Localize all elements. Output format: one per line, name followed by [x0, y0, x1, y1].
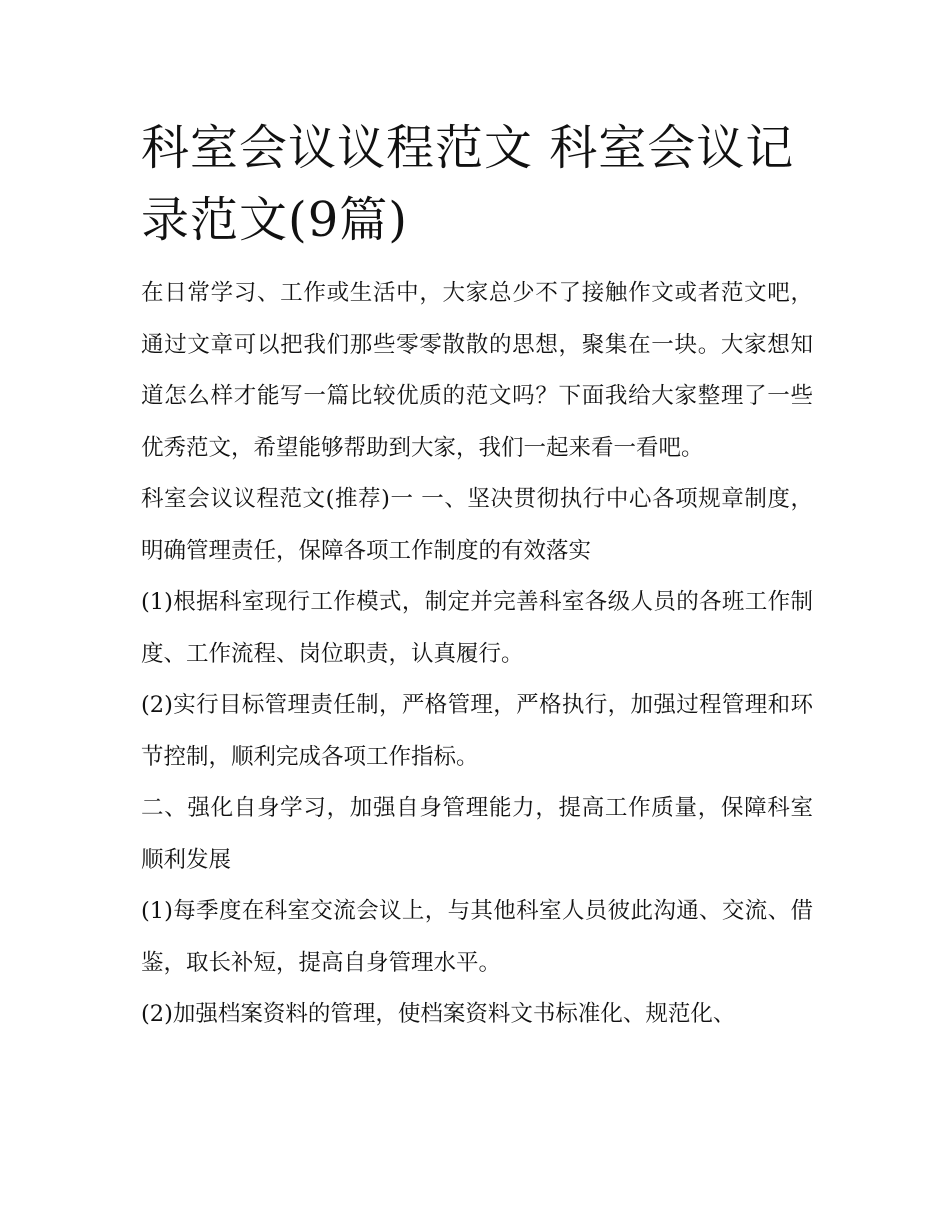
section-two-item-2: (2)加强档案资料的管理，使档案资料文书标准化、规范化、: [141, 1001, 736, 1027]
intro-paragraph: 在日常学习、工作或生活中，大家总少不了接触作文或者范文吧，通过文章可以把我们那些零零散散的思想，聚集在一块。大家想知道怎么样才能写一篇比较优质的范文吗？下面我给大家整理了一些优秀范文，希望能够帮助到大家，我们一起来看一看吧。: [141, 280, 813, 461]
document-page: [141, 112, 813, 1041]
document-title: 科室会议议程范文 科室会议记录范文(9篇): [141, 120, 795, 248]
section-one-item-2: (2)实行目标管理责任制，严格管理，严格执行，加强过程管理和环节控制，顺利完成各项工作指标。: [141, 692, 813, 770]
section-one-item-1: (1)根据科室现行工作模式，制定并完善科室各级人员的各班工作制度、工作流程、岗位职责，认真履行。: [141, 589, 813, 667]
section-two-item-1: (1)每季度在科室交流会议上，与其他科室人员彼此沟通、交流、借鉴，取长补短，提高自身管理水平。: [141, 898, 813, 976]
section-one-heading: 科室会议议程范文(推荐)一 一、坚决贯彻执行中心各项规章制度，明确管理责任，保障各项工作制度的有效落实: [141, 486, 813, 564]
section-two-heading: 二、强化自身学习，加强自身管理能力，提高工作质量，保障科室顺利发展: [141, 795, 813, 873]
document-body: [141, 268, 813, 1041]
